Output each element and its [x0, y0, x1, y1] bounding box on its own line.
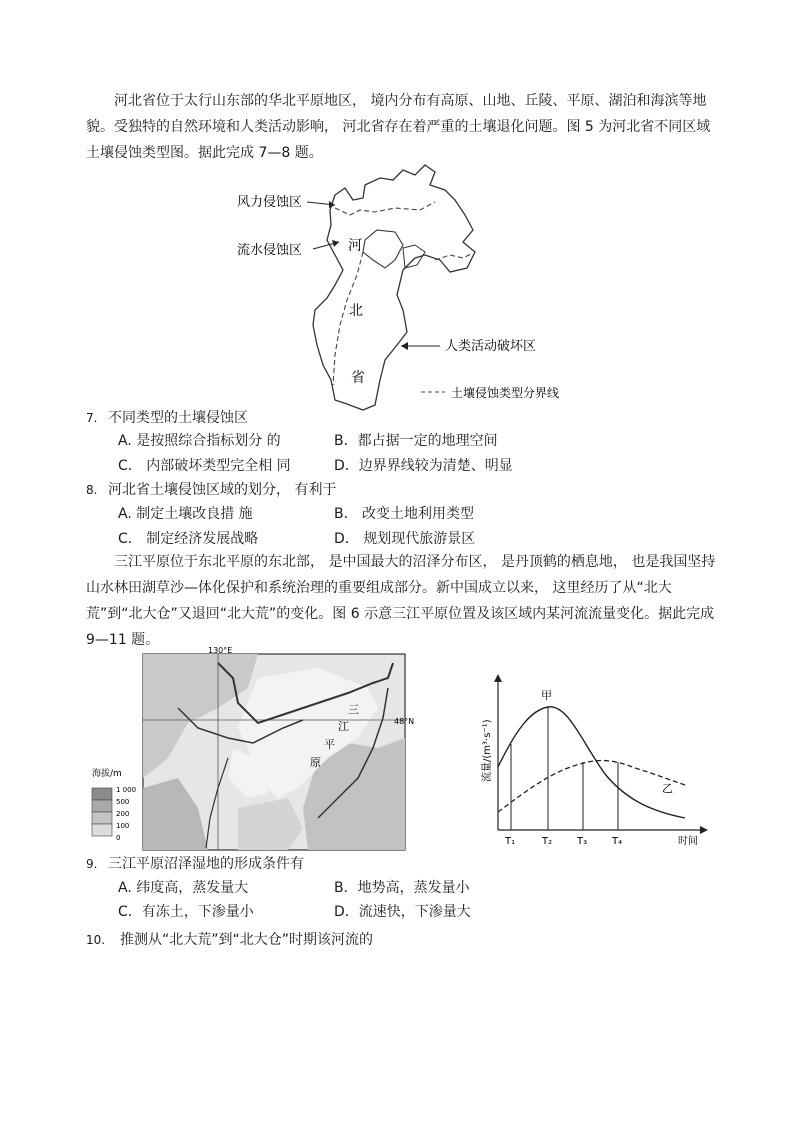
elevation-legend-title: 海拔/m [92, 769, 122, 779]
intro-paragraph-1: 河北省位于太行山东部的华北平原地区， 境内分布有高原、山地、丘陵、平原、湖泊和海滨等地貌。受独特的自然环境和人类活动影响， 河北省存在着严重的土壤退化问题。图 5 为河北省不同区域土壤侵蚀类型图。据此完成 7—8 题。 [86, 93, 711, 161]
elevation-level-label: 1 000 [116, 786, 137, 794]
option-8c[interactable]: C． 制定经济发展战略 [118, 531, 259, 547]
question-stem: 河北省土壤侵蚀区域的划分， 有利于 [108, 482, 337, 498]
place-ping: 平 [324, 738, 335, 751]
x-tick-t1: T₁ [505, 836, 516, 847]
place-yuan: 原 [310, 756, 321, 769]
map-char-he: 河 [348, 238, 362, 254]
elevation-swatch [92, 812, 112, 824]
map-char-sheng: 省 [351, 370, 365, 386]
x-axis-label: 时间 [678, 836, 698, 847]
latitude-label: 48°N [394, 717, 415, 726]
elevation-level-label: 0 [116, 834, 121, 842]
elevation-level-label: 100 [116, 822, 130, 830]
intro-paragraph-2: 三江平原位于东北平原的东北部， 是中国最大的沼泽分布区， 是丹顶鹤的栖息地， 也是我国坚持山水林田湖草沙—体化保护和系统治理的重要组成部分。新中国成立以来， 这里经历了从“北大荒”到“北大仓”又退回“北大荒”的变化。图 6 示意三江平原位置及该区域内某河流流量变化。据此完成 9—11 题。 [86, 554, 716, 648]
map-char-bei: 北 [349, 303, 363, 319]
elevation-swatch [92, 824, 112, 836]
curve-label-a: 甲 [541, 689, 552, 702]
question-number: 7. [86, 411, 98, 425]
elevation-swatch [92, 800, 112, 812]
elevation-level-label: 500 [116, 798, 130, 806]
x-tick-t3: T₃ [577, 836, 588, 847]
question-number: 8. [86, 483, 98, 497]
option-8b[interactable]: B． 改变土地利用类型 [334, 506, 475, 522]
y-axis-label: 流量/(m³·s⁻¹) [482, 719, 493, 782]
label-wind-erosion: 风力侵蚀区 [237, 195, 303, 210]
legend-boundary-label: 土壤侵蚀类型分界线 [451, 386, 560, 400]
question-8 [86, 480, 336, 500]
option-7b[interactable]: B．都占据一定的地理空间 [334, 433, 498, 449]
option-9a[interactable]: A. 纬度高，蒸发量大 [118, 880, 249, 896]
x-tick-t2: T₂ [542, 836, 553, 847]
province-outline [313, 165, 475, 410]
place-san: 三 [348, 703, 359, 716]
place-jiang: 江 [338, 720, 349, 733]
elevation-swatch [92, 788, 112, 800]
option-8a[interactable]: A. 制定土壤改良措 施 [118, 506, 253, 522]
question-9 [86, 854, 304, 874]
question-7 [86, 408, 248, 428]
option-7c[interactable]: C． 内部破坏类型完全相 同 [118, 458, 291, 474]
question-stem: 三江平原沼泽湿地的形成条件有 [108, 856, 304, 872]
option-8d[interactable]: D． 规划现代旅游景区 [334, 531, 476, 547]
option-9c[interactable]: C．有冻土，下渗量小 [118, 904, 254, 920]
option-9d[interactable]: D．流速快，下渗量大 [334, 904, 471, 920]
option-7a[interactable]: A. 是按照综合指标划分 的 [118, 433, 281, 449]
river-flow-chart [470, 672, 720, 852]
option-7d[interactable]: D．边界界线较为清楚、明显 [334, 458, 513, 474]
option-9b[interactable]: B．地势高，蒸发量小 [334, 880, 470, 896]
label-water-erosion: 流水侵蚀区 [237, 243, 303, 258]
question-number: 10. [86, 933, 106, 947]
longitude-label: 130°E [208, 646, 233, 655]
question-stem: 不同类型的土壤侵蚀区 [108, 410, 248, 426]
sanjiang-map [88, 646, 415, 853]
question-stem: 推测从“北大荒”到“北大仓”时期该河流的 [120, 932, 374, 948]
question-10 [86, 930, 373, 950]
question-number: 9. [86, 857, 98, 871]
curve-label-b: 乙 [662, 782, 673, 795]
x-tick-t4: T₄ [612, 836, 623, 847]
elevation-level-label: 200 [116, 810, 130, 818]
hebei-erosion-map [235, 160, 580, 415]
elevation-legend [92, 786, 136, 842]
label-human-damage: 人类活动破坏区 [445, 339, 537, 354]
